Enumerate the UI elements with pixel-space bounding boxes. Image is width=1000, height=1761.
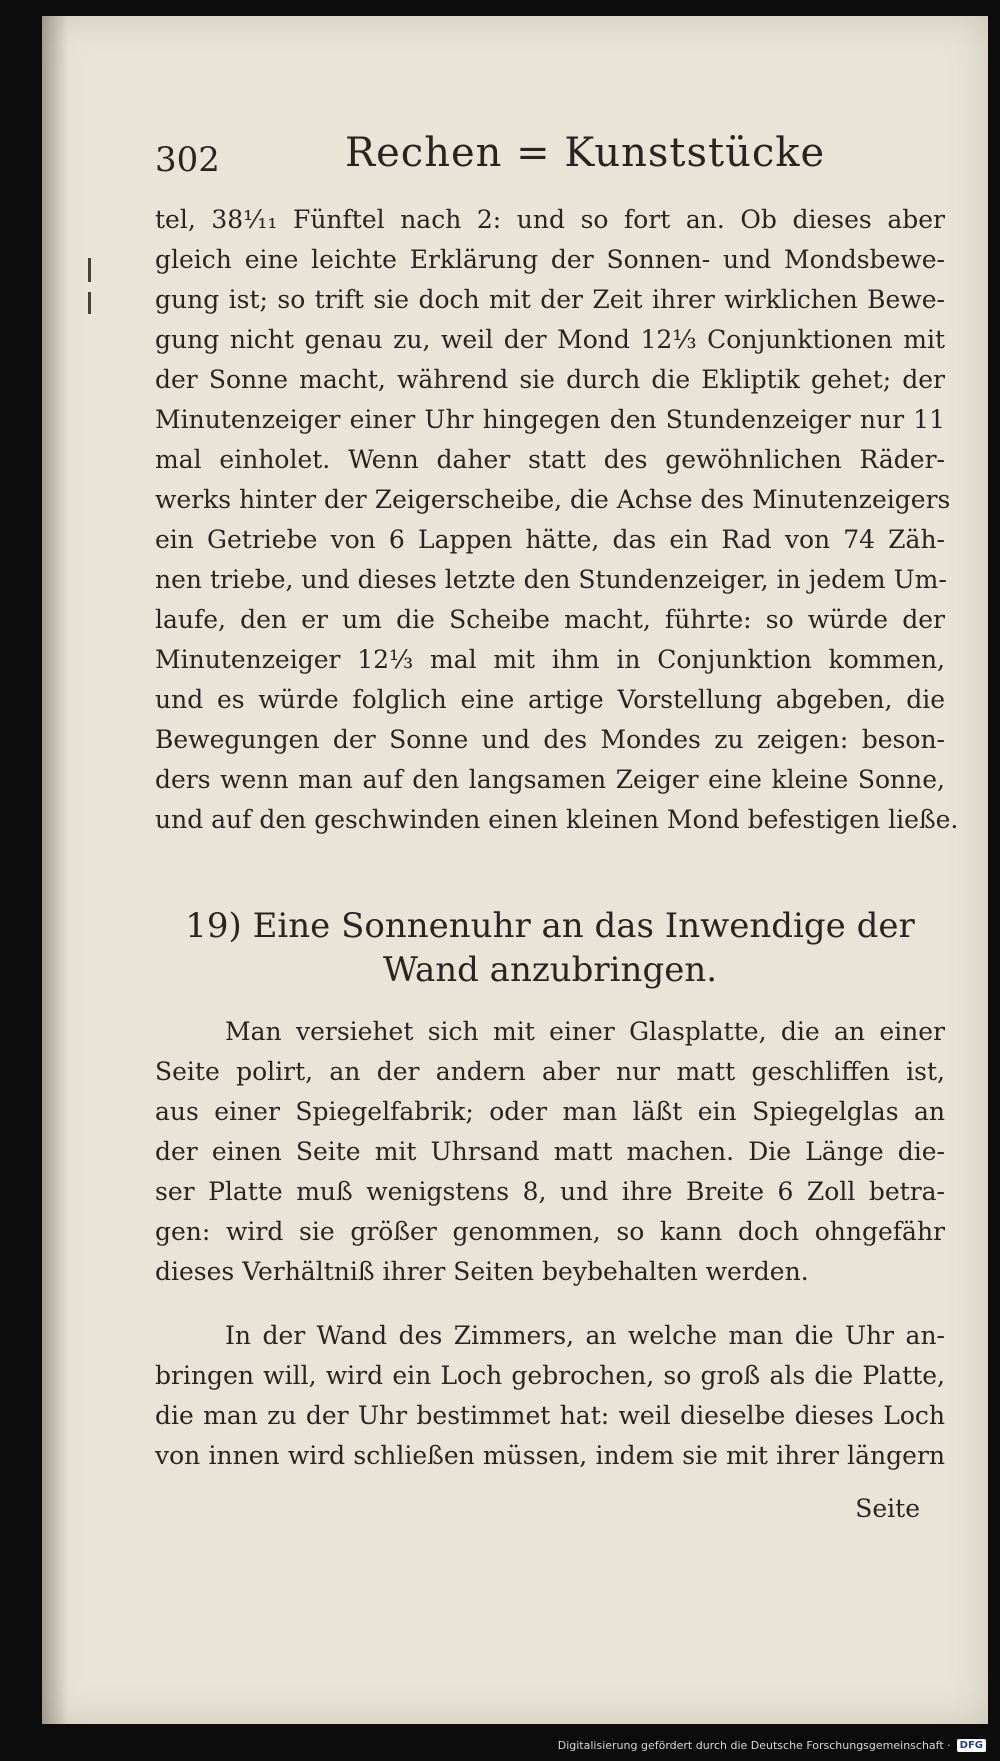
text-line: gleich eine leichte Erklärung der Sonnen- und Mondsbewe- (155, 245, 945, 274)
text-line: von innen wird schließen müssen, indem sie mit ihrer längern (155, 1441, 945, 1470)
section-heading: 19) Eine Sonnenuhr an das Inwendige der (185, 906, 915, 946)
gutter-shadow (42, 16, 68, 1724)
text-line: nen triebe, und dieses letzte den Stundenzeiger, in jedem Um- (155, 565, 947, 594)
text-line: gung ist; so trift sie doch mit der Zeit ihrer wirklichen Bewe- (155, 285, 945, 314)
margin-mark (88, 258, 91, 282)
margin-mark (88, 292, 91, 314)
text-line: gen: wird sie größer genommen, so kann doch ohngefähr (155, 1217, 945, 1246)
paragraph (155, 1316, 945, 1476)
credit-text: Digitalisierung gefördert durch die Deutsche Forschungsgemeinschaft · (557, 1738, 951, 1752)
page-header (155, 130, 935, 190)
text-line: Minutenzeiger einer Uhr hingegen den Stundenzeiger nur 11 (155, 405, 945, 434)
text-line: und es würde folglich eine artige Vorstellung abgeben, die (155, 685, 945, 714)
text-line: ser Platte muß wenigstens 8, und ihre Breite 6 Zoll betra- (155, 1177, 945, 1206)
text-line: bringen will, wird ein Loch gebrochen, so groß als die Platte, (155, 1361, 945, 1390)
text-line: der Sonne macht, während sie durch die Ekliptik gehet; der (155, 365, 945, 394)
text-line: und auf den geschwinden einen kleinen Mond befestigen ließe. (155, 805, 959, 834)
catchword: Seite (855, 1494, 920, 1523)
text-line: gung nicht genau zu, weil der Mond 12⅓ Conjunktionen mit (155, 325, 945, 354)
dfg-logo: DFG (957, 1739, 986, 1752)
text-line: laufe, den er um die Scheibe macht, führte: so würde der (155, 605, 945, 634)
running-title: Rechen = Kunststücke (345, 130, 826, 176)
text-line: Minutenzeiger 12⅓ mal mit ihm in Conjunktion kommen, (155, 645, 945, 674)
text-line: dieses Verhältniß ihrer Seiten beybehalten werden. (155, 1257, 809, 1286)
text-line: aus einer Spiegelfabrik; oder man läßt ein Spiegelglas an (155, 1097, 945, 1126)
text-line: tel, 38¹⁄₁₁ Fünftel nach 2: und so fort an. Ob dieses aber (155, 205, 945, 234)
digitization-credit (558, 1733, 986, 1757)
page-number: 302 (155, 140, 220, 180)
section-heading-continued: Wand anzubringen. (382, 950, 718, 990)
text-line: der einen Seite mit Uhrsand matt machen. Die Länge die- (155, 1137, 945, 1166)
text-line: mal einholet. Wenn daher statt des gewöhnlichen Räder- (155, 445, 945, 474)
text-line: In der Wand des Zimmers, an welche man die Uhr an- (225, 1321, 945, 1350)
text-line: die man zu der Uhr bestimmet hat: weil dieselbe dieses Loch (155, 1401, 945, 1430)
text-line: Man versiehet sich mit einer Glasplatte, die an einer (225, 1017, 945, 1046)
paragraph (155, 1012, 945, 1292)
text-line: werks hinter der Zeigerscheibe, die Achse des Minutenzeigers (155, 485, 951, 514)
text-line: ein Getriebe von 6 Lappen hätte, das ein Rad von 74 Zäh- (155, 525, 945, 554)
paragraph-continued (155, 200, 959, 840)
text-line: Seite polirt, an der andern aber nur matt geschliffen ist, (155, 1057, 945, 1086)
text-line: ders wenn man auf den langsamen Zeiger eine kleine Sonne, (155, 765, 945, 794)
text-line: Bewegungen der Sonne und des Mondes zu zeigen: beson- (155, 725, 945, 754)
